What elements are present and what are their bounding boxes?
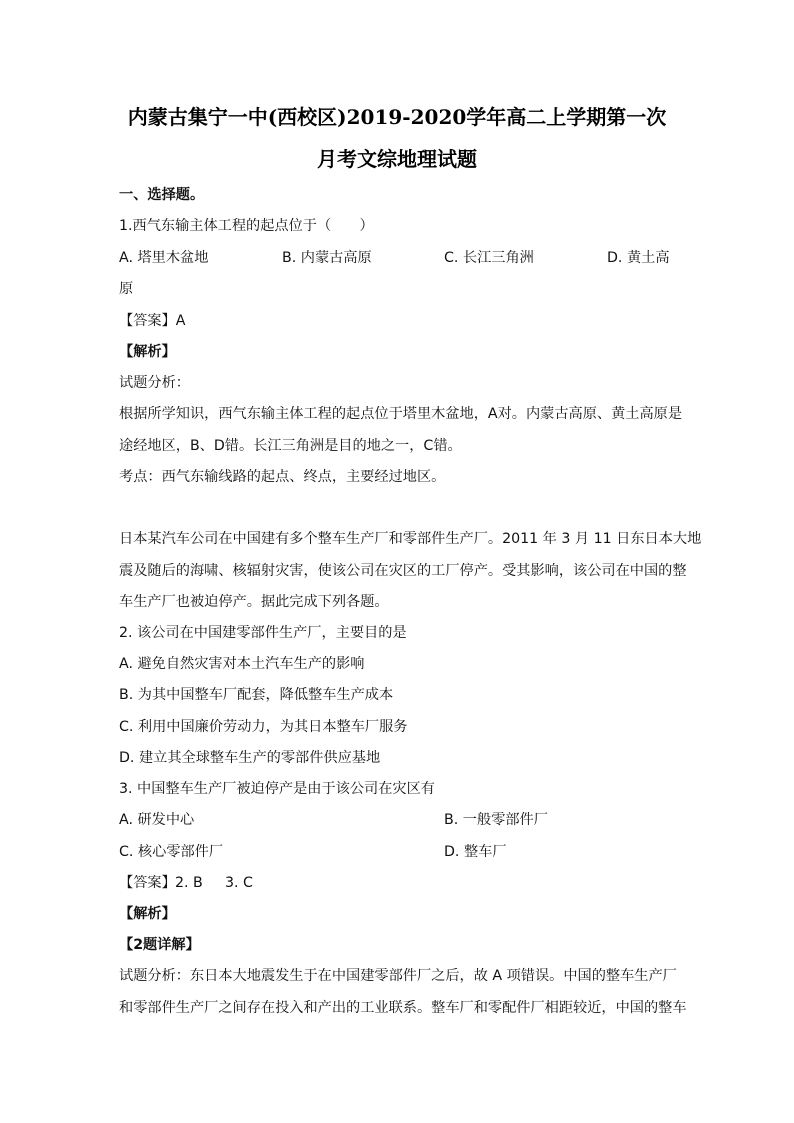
question-3-option-a: A. 研发中心	[119, 812, 195, 828]
question-2-3-analysis-label: 【解析】	[119, 906, 176, 922]
question-2-detail-line1: 试题分析：东日本大地震发生于在中国建零部件厂之后，故 A 项错误。中国的整车生产厂	[119, 968, 677, 984]
question-3-answer: 3. C	[225, 875, 253, 891]
passage-line1: 日本某汽车公司在中国建有多个整车生产厂和零部件生产厂。2011 年 3 月 11 日东日本大地	[119, 531, 702, 547]
question-1-analysis-line2: 途经地区，B、D错。长江三角洲是目的地之一，C错。	[119, 438, 462, 454]
question-1-stem: 1.西气东输主体工程的起点位于（ ）	[119, 218, 374, 234]
question-3-option-b: B. 一般零部件厂	[444, 812, 548, 828]
document-title-line1: 内蒙古集宁一中(西校区)2019-2020学年高二上学期第一次	[127, 105, 667, 129]
question-1-analysis-line1: 根据所学知识，西气东输主体工程的起点位于塔里木盆地，A对。内蒙古高原、黄土高原是	[119, 406, 683, 422]
question-2-stem: 2. 该公司在中国建零部件生产厂，主要目的是	[119, 625, 407, 641]
question-1-option-d: D. 黄土高	[607, 250, 670, 266]
question-2-detail-label: 【2题详解】	[119, 937, 200, 953]
question-2-3-answer-label: 【答案】	[119, 875, 176, 891]
question-2-option-c: C. 利用中国廉价劳动力，为其日本整车厂服务	[119, 719, 408, 735]
question-1-answer: 【答案】A	[119, 313, 186, 329]
question-1-option-b: B. 内蒙古高原	[282, 250, 372, 266]
question-3-stem: 3. 中国整车生产厂被迫停产是由于该公司在灾区有	[119, 781, 435, 797]
question-2-option-a: A. 避免自然灾害对本土汽车生产的影响	[119, 656, 365, 672]
passage-line3: 车生产厂也被迫停产。据此完成下列各题。	[119, 594, 389, 610]
question-2-option-b: B. 为其中国整车厂配套，降低整车生产成本	[119, 687, 394, 703]
question-1-option-a: A. 塔里木盆地	[119, 250, 209, 266]
document-title-line2: 月考文综地理试题	[317, 147, 477, 171]
question-1-option-c: C. 长江三角洲	[444, 250, 534, 266]
question-3-option-d: D. 整车厂	[444, 844, 507, 860]
question-2-answer: 2. B	[175, 875, 203, 891]
question-2-detail-line2: 和零部件生产厂之间存在投入和产出的工业联系。整车厂和零配件厂相距较近，中国的整车	[119, 1000, 687, 1016]
question-2-option-d: D. 建立其全球整车生产的零部件供应基地	[119, 750, 381, 766]
question-3-option-c: C. 核心零部件厂	[119, 844, 224, 860]
question-1-kaodian: 考点：西气东输线路的起点、终点，主要经过地区。	[119, 469, 446, 485]
passage-line2: 震及随后的海啸、核辐射灾害，使该公司在灾区的工厂停产。受其影响，该公司在中国的整	[119, 563, 687, 579]
question-1-option-d-wrap: 原	[119, 281, 134, 297]
section-heading: 一、选择题。	[119, 187, 205, 203]
question-1-analysis-intro: 试题分析：	[119, 375, 190, 391]
question-1-analysis-label: 【解析】	[119, 344, 176, 360]
